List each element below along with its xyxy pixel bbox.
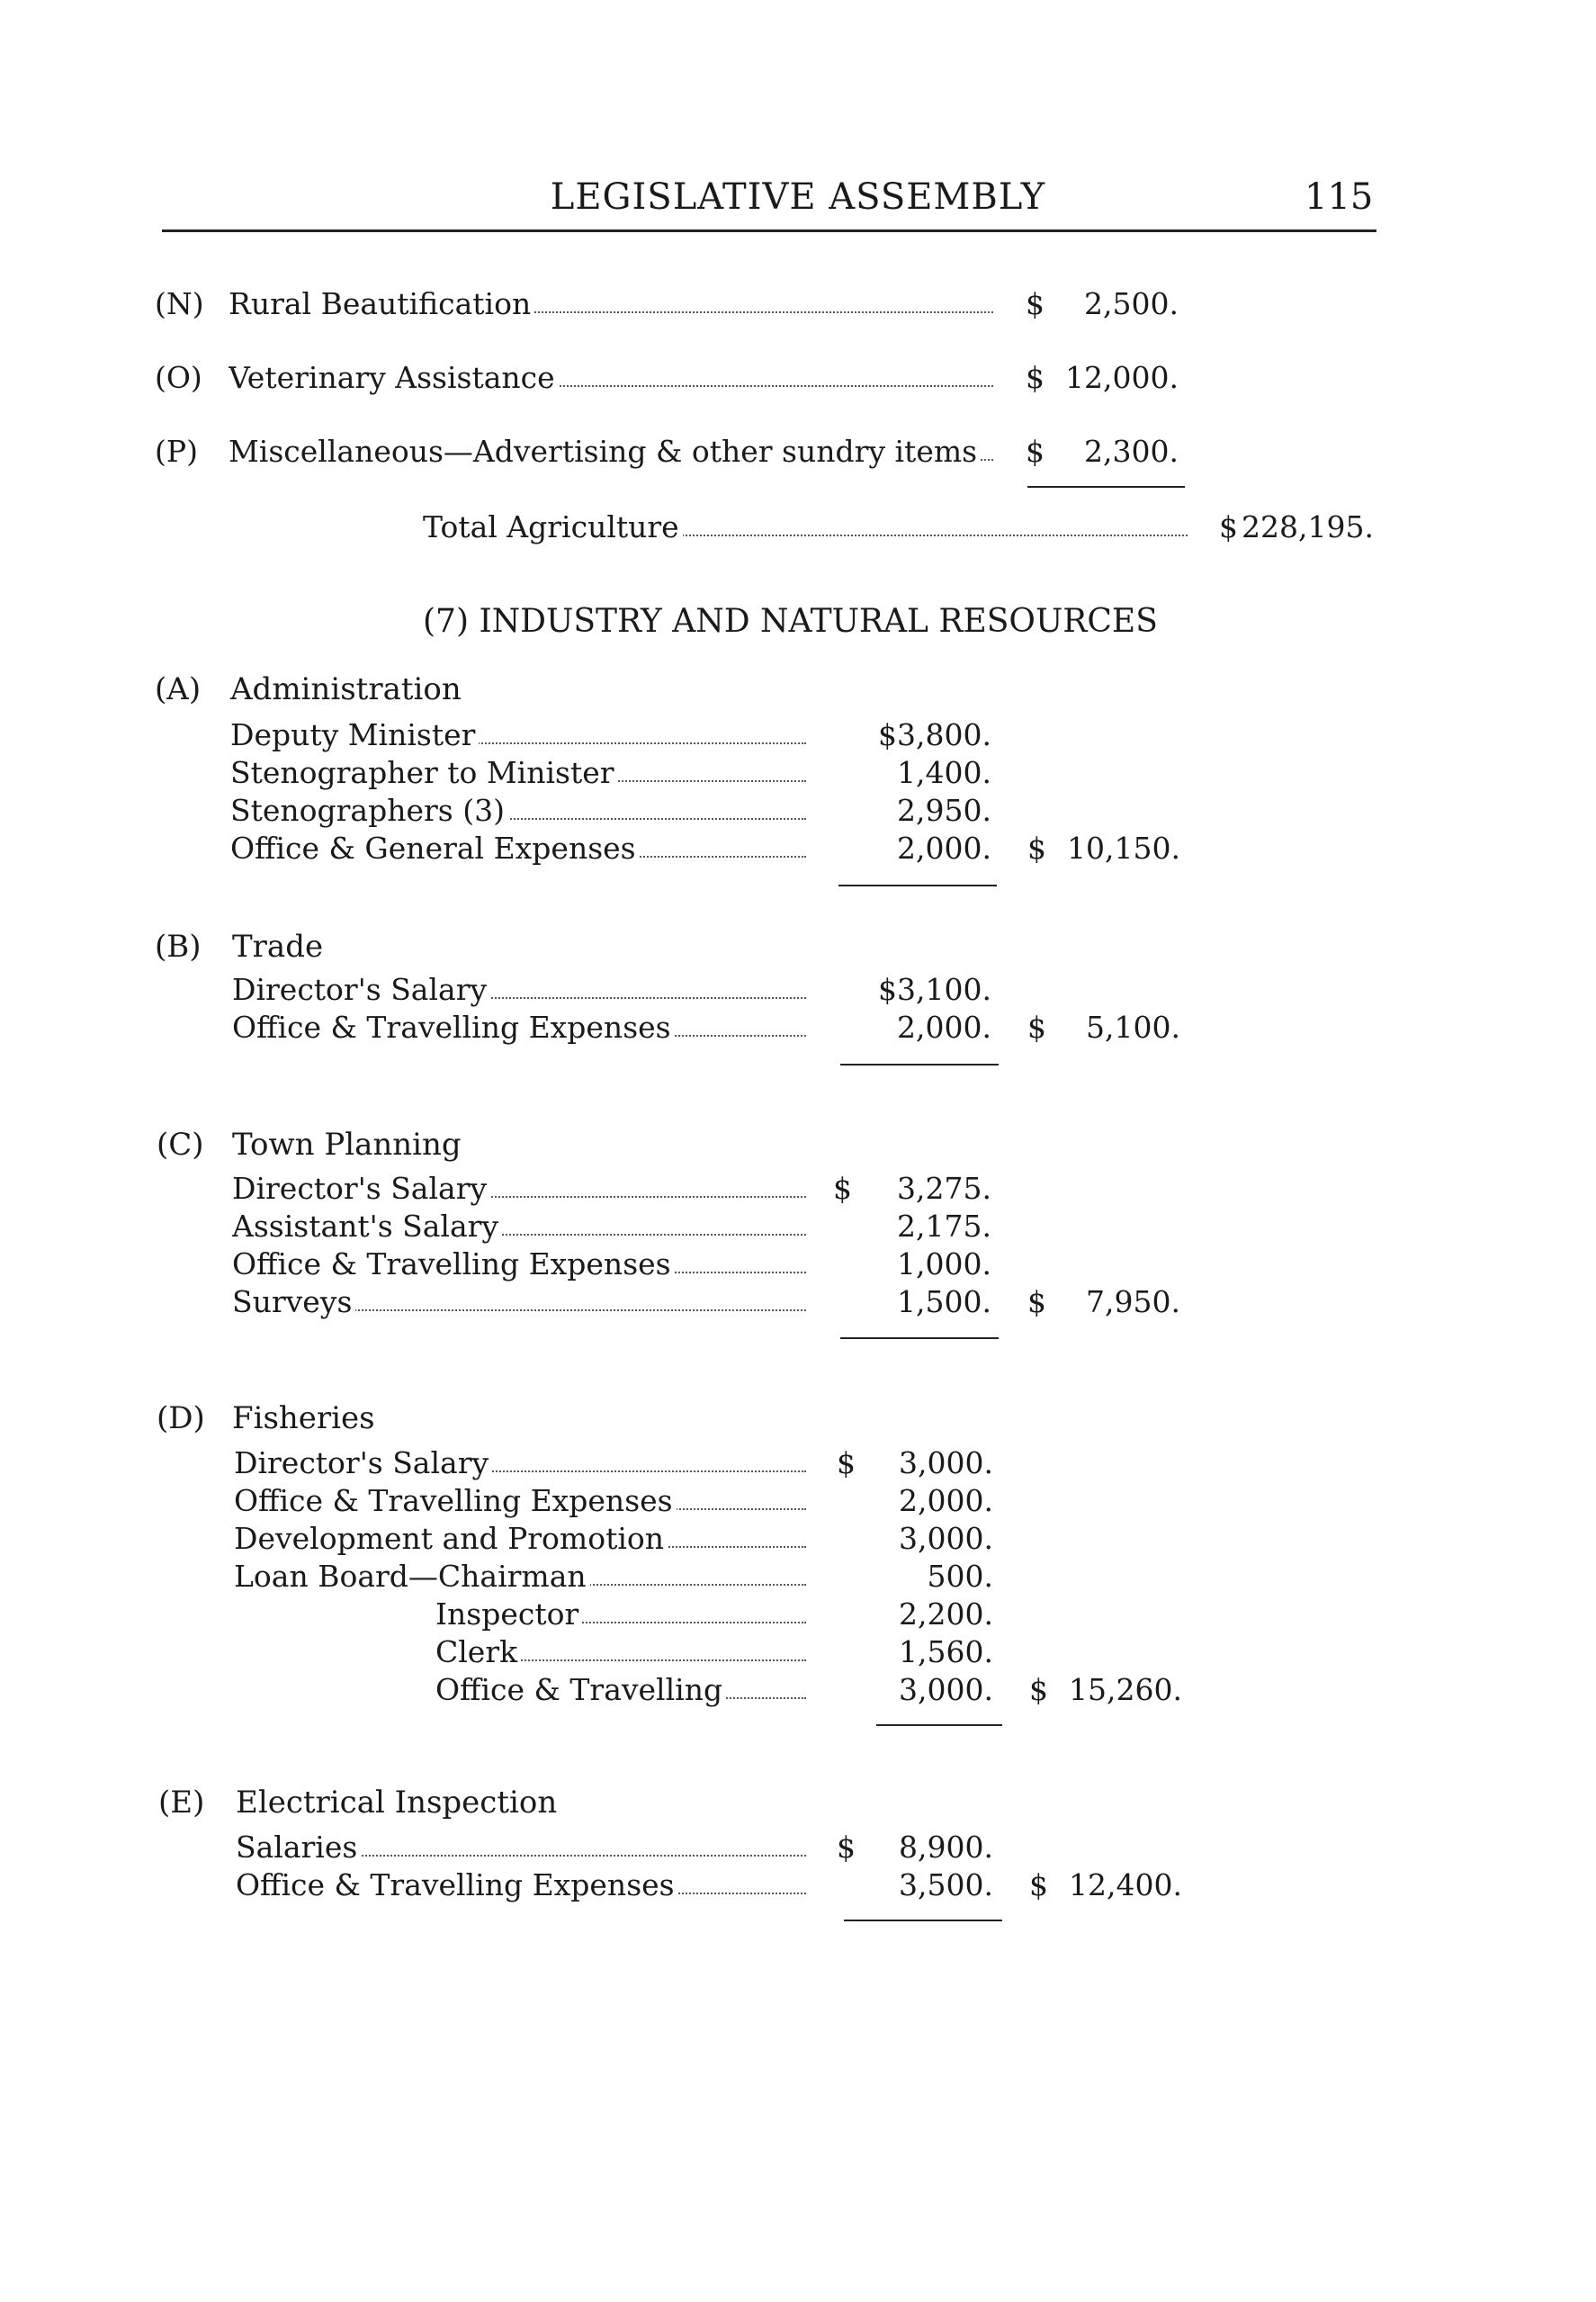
line-amount: 3,500. bbox=[899, 1867, 993, 1902]
group-e-heading bbox=[0, 1785, 1596, 1821]
group-d-heading bbox=[0, 1400, 1596, 1436]
dollar-sign: $ bbox=[1029, 1867, 1048, 1902]
dollar-sign: $ bbox=[1029, 1672, 1048, 1707]
sum-rule bbox=[876, 1724, 1002, 1726]
group-label: (E) bbox=[158, 1785, 205, 1821]
line-amount: 2,175. bbox=[897, 1209, 991, 1244]
line-desc: Office & General Expenses bbox=[230, 831, 806, 867]
line-amount: 2,950. bbox=[897, 793, 991, 828]
line-amount: 2,200. bbox=[899, 1596, 993, 1632]
group-total: 5,100. bbox=[1086, 1010, 1180, 1045]
line-desc: Deputy Minister bbox=[230, 717, 806, 753]
group-d-line bbox=[0, 1634, 1596, 1670]
line-amount: 1,500. bbox=[897, 1284, 991, 1319]
dollar-sign: $ bbox=[833, 1171, 852, 1206]
group-heading: Trade bbox=[232, 929, 324, 965]
budget-line-n bbox=[0, 286, 1596, 322]
line-desc: Stenographer to Minister bbox=[230, 755, 806, 791]
group-label: (C) bbox=[157, 1127, 204, 1163]
dollar-sign: $ bbox=[837, 1830, 856, 1865]
group-a-line bbox=[0, 831, 1596, 867]
group-c-line bbox=[0, 1284, 1596, 1320]
section-title: (7) INDUSTRY AND NATURAL RESOURCES bbox=[423, 603, 1158, 640]
item-desc: Rural Beautification bbox=[229, 286, 993, 322]
line-amount: 3,000. bbox=[899, 1445, 993, 1480]
group-total: 12,400. bbox=[1069, 1867, 1182, 1902]
line-desc: Stenographers (3) bbox=[230, 793, 806, 829]
sum-rule bbox=[844, 1920, 1002, 1921]
group-c-line bbox=[0, 1246, 1596, 1282]
group-a-line bbox=[0, 717, 1596, 753]
group-d-line bbox=[0, 1559, 1596, 1595]
sum-rule bbox=[1027, 486, 1185, 488]
group-d-line bbox=[0, 1596, 1596, 1632]
dollar-sign: $ bbox=[1026, 286, 1045, 321]
line-amount: 3,000. bbox=[899, 1521, 993, 1556]
group-b-heading bbox=[0, 929, 1596, 965]
item-amount: 2,500. bbox=[1084, 286, 1179, 321]
group-b-line bbox=[0, 1010, 1596, 1046]
line-amount: 1,000. bbox=[897, 1246, 991, 1281]
line-desc: Office & Travelling Expenses bbox=[232, 1246, 806, 1282]
group-e-line bbox=[0, 1867, 1596, 1903]
dollar-sign: $ bbox=[1027, 831, 1046, 866]
item-label: (P) bbox=[155, 434, 198, 469]
group-d-line bbox=[0, 1483, 1596, 1519]
budget-line-o bbox=[0, 360, 1596, 396]
line-amount: 8,900. bbox=[899, 1830, 993, 1865]
page-number: 115 bbox=[1305, 176, 1374, 218]
line-desc: Inspector bbox=[435, 1596, 806, 1632]
group-heading: Electrical Inspection bbox=[236, 1785, 558, 1821]
budget-line-p bbox=[0, 434, 1596, 470]
group-label: (D) bbox=[157, 1400, 205, 1436]
line-desc: Director's Salary bbox=[232, 972, 806, 1008]
group-label: (B) bbox=[155, 929, 202, 965]
group-heading: Fisheries bbox=[232, 1400, 375, 1436]
line-desc: Assistant's Salary bbox=[232, 1209, 806, 1245]
line-desc: Salaries bbox=[236, 1830, 806, 1866]
total-amount: 228,195. bbox=[1242, 509, 1374, 544]
group-b-line bbox=[0, 972, 1596, 1008]
header-rule bbox=[162, 229, 1376, 232]
dollar-sign: $ bbox=[1026, 434, 1045, 469]
group-c-heading bbox=[0, 1127, 1596, 1163]
group-heading: Administration bbox=[230, 671, 462, 707]
line-amount: $3,100. bbox=[878, 972, 991, 1007]
dollar-sign: $ bbox=[1027, 1284, 1046, 1319]
item-desc: Miscellaneous—Advertising & other sundry items bbox=[229, 434, 993, 470]
line-desc: Surveys bbox=[232, 1284, 806, 1320]
group-a-line bbox=[0, 793, 1596, 829]
group-a-heading bbox=[0, 671, 1596, 707]
line-amount: 3,275. bbox=[897, 1171, 991, 1206]
group-label: (A) bbox=[155, 671, 202, 707]
sum-rule bbox=[840, 1064, 999, 1066]
line-amount: 1,400. bbox=[897, 755, 991, 790]
line-amount: 3,000. bbox=[899, 1672, 993, 1707]
line-amount: 2,000. bbox=[899, 1483, 993, 1518]
line-desc: Director's Salary bbox=[234, 1445, 806, 1481]
dollar-sign: $ bbox=[837, 1445, 856, 1480]
page-title: LEGISLATIVE ASSEMBLY bbox=[550, 176, 1046, 218]
item-amount: 2,300. bbox=[1084, 434, 1179, 469]
line-amount: $3,800. bbox=[878, 717, 991, 752]
group-c-line bbox=[0, 1171, 1596, 1207]
line-desc: Development and Promotion bbox=[234, 1521, 806, 1557]
line-amount: 500. bbox=[927, 1559, 993, 1594]
line-desc: Loan Board—Chairman bbox=[234, 1559, 806, 1595]
dollar-sign: $ bbox=[1026, 360, 1045, 395]
line-desc: Office & Travelling Expenses bbox=[236, 1867, 806, 1903]
group-total: 15,260. bbox=[1069, 1672, 1182, 1707]
dollar-sign: $ bbox=[1027, 1010, 1046, 1045]
item-amount: 12,000. bbox=[1065, 360, 1179, 395]
line-amount: 2,000. bbox=[897, 831, 991, 866]
sum-rule bbox=[840, 1337, 999, 1339]
group-total: 7,950. bbox=[1086, 1284, 1180, 1319]
group-e-line bbox=[0, 1830, 1596, 1866]
group-a-line bbox=[0, 755, 1596, 791]
item-desc: Veterinary Assistance bbox=[229, 360, 993, 396]
item-label: (N) bbox=[155, 286, 204, 321]
line-desc: Clerk bbox=[435, 1634, 806, 1670]
line-amount: 1,560. bbox=[899, 1634, 993, 1669]
line-desc: Director's Salary bbox=[232, 1171, 806, 1207]
line-amount: 2,000. bbox=[897, 1010, 991, 1045]
group-d-line bbox=[0, 1672, 1596, 1708]
line-desc: Office & Travelling bbox=[435, 1672, 806, 1708]
item-label: (O) bbox=[155, 360, 202, 395]
sum-rule bbox=[838, 885, 997, 886]
dollar-sign: $ bbox=[1219, 509, 1238, 544]
group-heading: Town Planning bbox=[232, 1127, 462, 1163]
group-total: 10,150. bbox=[1067, 831, 1180, 866]
line-desc: Office & Travelling Expenses bbox=[232, 1010, 806, 1046]
group-c-line bbox=[0, 1209, 1596, 1245]
line-desc: Office & Travelling Expenses bbox=[234, 1483, 806, 1519]
total-agriculture bbox=[0, 509, 1596, 545]
total-desc: Total Agriculture bbox=[423, 509, 1188, 545]
group-d-line bbox=[0, 1445, 1596, 1481]
group-d-line bbox=[0, 1521, 1596, 1557]
